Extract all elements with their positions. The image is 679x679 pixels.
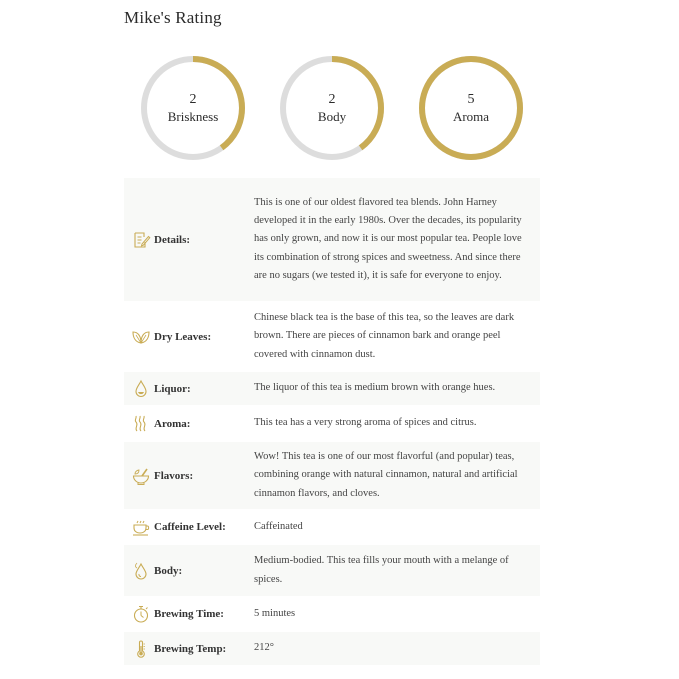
body-icon bbox=[131, 561, 151, 581]
rating-ring-aroma bbox=[417, 54, 525, 162]
row-label: Brewing Temp: bbox=[154, 642, 227, 655]
row-label: Flavors: bbox=[154, 469, 194, 482]
mortar-icon bbox=[131, 466, 151, 486]
brewing-temp-row bbox=[124, 632, 540, 665]
row-value: Medium-bodied. This tea fills your mouth with a melange of spices. bbox=[254, 555, 509, 585]
row-value: Chinese black tea is the base of this tea, so the leaves are dark brown. There are pieces of cinnamon bark and orange peel covered with cinnamon dust. bbox=[254, 312, 515, 360]
row-value: This is one of our oldest flavored tea blends. John Harney developed it in the early 1980s. Over the decades, its popularity has only grown, and now it is our most popular tea. People love its combination of strong spices and sweetness. And since there are no sugars (we tested it), it is safe for everyone to enjoy. bbox=[254, 196, 522, 281]
row-label: Liquor: bbox=[154, 382, 191, 395]
cup-icon bbox=[131, 517, 151, 537]
row-label: Brewing Time: bbox=[154, 608, 224, 620]
rating-ring-body bbox=[278, 54, 386, 162]
brewing-time-row bbox=[124, 596, 540, 632]
row-label: Details: bbox=[154, 233, 191, 246]
row-value: Caffeinated bbox=[254, 520, 303, 532]
timer-icon bbox=[131, 604, 151, 624]
body-row bbox=[124, 545, 540, 596]
rating-ring-briskness bbox=[139, 54, 247, 162]
row-label: Caffeine Level: bbox=[154, 521, 226, 533]
dry-leaves-row bbox=[124, 301, 540, 372]
thermometer-icon bbox=[131, 639, 151, 659]
leaves-icon bbox=[131, 327, 151, 347]
caffeine-row bbox=[124, 509, 540, 545]
rating-name: Aroma bbox=[452, 109, 490, 124]
rating-rings bbox=[0, 0, 679, 170]
row-value: This tea has a very strong aroma of spices and citrus. bbox=[254, 417, 477, 429]
rating-value: 2 bbox=[189, 92, 197, 107]
aroma-row bbox=[124, 405, 540, 442]
rating-name: Body bbox=[317, 109, 347, 124]
liquor-row bbox=[124, 372, 540, 405]
row-label: Body: bbox=[154, 564, 183, 577]
page-title: Mike's Rating bbox=[124, 8, 222, 27]
drop-icon bbox=[131, 379, 151, 399]
aroma-icon bbox=[131, 414, 151, 434]
row-label: Dry Leaves: bbox=[154, 330, 212, 343]
details-row bbox=[124, 178, 540, 301]
row-value: 5 minutes bbox=[254, 607, 296, 619]
flavors-row bbox=[124, 442, 540, 509]
notepad-icon bbox=[131, 230, 151, 250]
row-value: Wow! This tea is one of our most flavorful (and popular) teas, combining orange with natural cinnamon, natural and artificial cinnamon flavors, and cloves. bbox=[254, 451, 518, 499]
row-value: 212° bbox=[254, 642, 274, 654]
rating-value: 2 bbox=[328, 92, 336, 107]
row-label: Aroma: bbox=[154, 417, 191, 430]
rating-value: 5 bbox=[467, 92, 475, 107]
row-value: The liquor of this tea is medium brown with orange hues. bbox=[254, 382, 496, 394]
rating-name: Briskness bbox=[167, 109, 219, 124]
